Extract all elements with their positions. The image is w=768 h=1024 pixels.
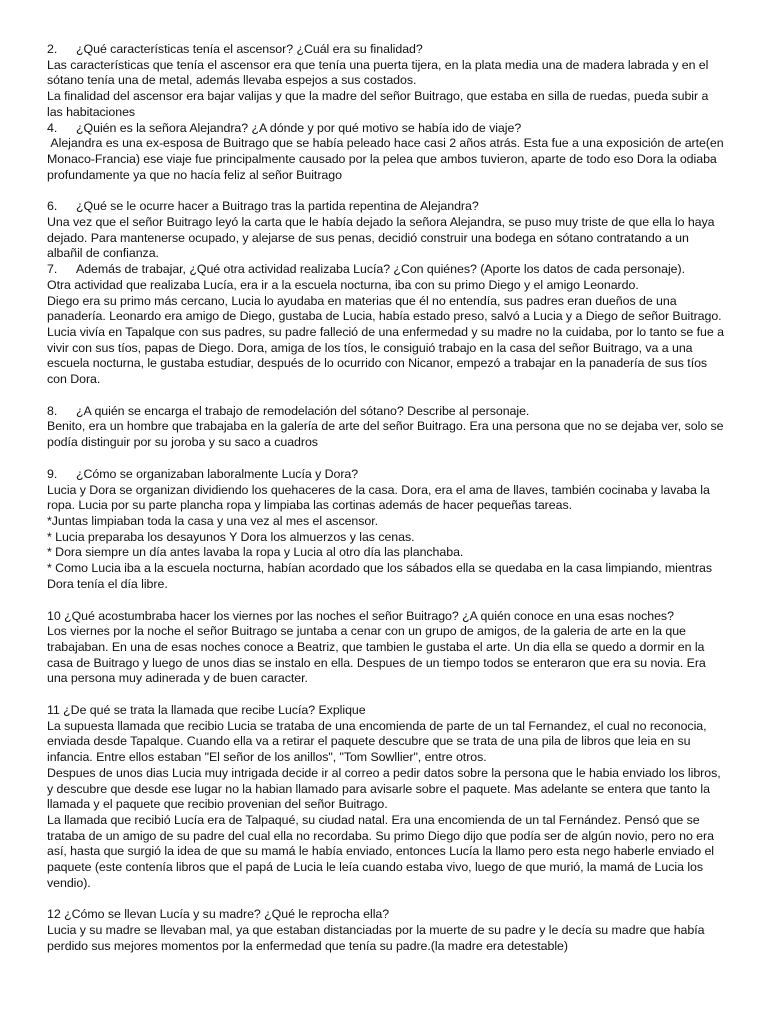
question-number: 7.: [47, 262, 58, 277]
question-text: ¿Qué se le ocurre hacer a Buitrago tras la partida repentina de Alejandra?: [76, 199, 479, 214]
answer-paragraph: Lucia y Dora se organizan dividiendo los quehaceres de la casa. Dora, era el ama de llaves, también cocinaba y lavaba la ropa. Lucia por su parte plancha ropa y limpiaba las cortinas además de hacer pequeñas tareas.: [47, 482, 710, 513]
answer-paragraph: Las características que tenía el ascensor era que tenía una puerta tijera, en la plata media una de madera labrada y en el sótano tenía una de metal, además llevaba espejos a sus costados.: [47, 57, 709, 88]
question-number: 9.: [47, 466, 58, 481]
section-4: [47, 121, 727, 184]
question-text: ¿Cómo se organizaban laboralmente Lucía y Dora?: [76, 466, 359, 481]
question-text: 11 ¿De qué se trata la llamada que recibe Lucía? Explique: [47, 703, 366, 718]
paragraph-gap: [47, 388, 727, 404]
answer-paragraph: La llamada que recibió Lucía era de Talpaqué, su ciudad natal. Era una encomienda de un tal Fernández. Pensó que se trataba de un amigo de su padre del cual ella no recordaba. Su primo Diego dijo que podía ser de algún novio, pero no era así, hasta que surgió la idea de que su mamá le había enviado, entonces Lucía la llamo pero esta nego haberle enviado el paquete (este contenía libros que el papá de Lucia le leía cuando estaba vivo, luego de que murió, la mamá de Lucia los vendio).: [47, 812, 714, 890]
question-number: 8.: [47, 403, 58, 418]
section-10: [47, 609, 727, 688]
answer-paragraph: La finalidad del ascensor era bajar valijas y que la madre del señor Buitrago, que estaba en silla de ruedas, pueda subir a las habitaciones: [47, 89, 709, 119]
question-4: [47, 121, 727, 137]
document-body: [47, 42, 727, 955]
paragraph-gap: [47, 183, 727, 199]
section-2: [47, 42, 727, 121]
section-11: [47, 703, 727, 891]
question-9: [47, 467, 727, 483]
question-number: 6.: [47, 199, 58, 214]
paragraph-gap: [47, 687, 727, 703]
answer-paragraph: Lucia y su madre se llevaban mal, ya que estaban distanciadas por la muerte de su padre y le decía su madre que había perdido sus mejores momentos por la enfermedad que tenía su padre.(la madre era detestable): [47, 923, 705, 953]
answer-paragraph: Una vez que el señor Buitrago leyó la carta que le había dejado la señora Alejandra, se puso muy triste de que ella lo haya dejado. Para mantenerse ocupado, y alejarse de sus penas, decidió construir una bodega en sótano contratando a un albañil de confianza.: [47, 215, 715, 261]
question-2: [47, 42, 727, 58]
answer-paragraph: La supuesta llamada que recibio Lucia se trataba de una encomienda de parte de un tal Fernandez, el cual no reconocia, enviada desde Tapalque. Cuando ella va a retirar el paquete descubre que se trata de una pila de libros que leia en su infancia. Entre ellos estaban "El señor de los anillos", "Tom Sowllier", entre otros.: [47, 718, 707, 765]
paragraph-gap: [47, 451, 727, 467]
section-7: [47, 262, 727, 388]
paragraph-gap: [47, 891, 727, 907]
question-text: Además de trabajar, ¿Qué otra actividad realizaba Lucía? ¿Con quiénes? (Aporte los datos de cada personaje).: [76, 262, 685, 277]
section-9: [47, 467, 727, 593]
section-12: [47, 907, 727, 954]
question-text: 12 ¿Cómo se llevan Lucía y su madre? ¿Qué le reprocha ella?: [47, 907, 390, 922]
answer-list-item: * Lucia preparaba los desayunos Y Dora los almuerzos y las cenas.: [47, 529, 415, 544]
answer-paragraph: Despues de unos dias Lucia muy intrigada decide ir al correo a pedir datos sobre la persona que le habia enviado los libros, y descubre que desde ese lugar no la habian llamado para avisarle sobre el paquete. Mas adelante se entera que tanto la llamada y el paquete que recibio provenian del señor Buitrago.: [47, 765, 721, 812]
answer-paragraph: Diego era su primo más cercano, Lucia lo ayudaba en materias que él no entendía, sus padres eran dueños de una panadería. Leonardo era amigo de Diego, gustaba de Lucia, había estado preso, salvó a Lucia y a Diego de señor Buitrago. Lucia vivía en Tapalque con sus padres, su padre falleció de una enfermedad y su madre no la cuidaba, por lo tanto se fue a vivir con sus tíos, papas de Diego. Dora, amiga de los tíos, le consiguió trabajo en la casa del señor Buitrago, va a una escuela nocturna, le gustaba estudiar, después de lo ocurrido con Nicanor, empezó a trabajar en la panadería de sus tíos con Dora.: [47, 293, 724, 387]
question-text: ¿Quién es la señora Alejandra? ¿A dónde y por qué motivo se había ido de viaje?: [76, 120, 522, 135]
paragraph-gap: [47, 593, 727, 609]
answer-paragraph: Alejandra es una ex-esposa de Buitrago que se había peleado hace casi 2 años atrás. Esta fue a una exposición de arte(en Monaco-Francia) ese viaje fue principalmente causado por la pelea que ambos tuvieron, aparte de todo eso Dora la odiaba profundamente ya que no hacía feliz al señor Buitrago: [47, 136, 728, 182]
question-number: 2.: [47, 42, 58, 56]
question-8: [47, 404, 727, 420]
answer-list-item: *Juntas limpiaban toda la casa y una vez al mes el ascensor.: [47, 513, 379, 528]
answer-paragraph: Otra actividad que realizaba Lucía, era ir a la escuela nocturna, iba con su primo Diego y el amigo Leonardo.: [47, 277, 639, 292]
question-text: ¿A quién se encarga el trabajo de remodelación del sótano? Describe al personaje.: [76, 403, 530, 418]
question-7: [47, 262, 727, 278]
question-text: 10 ¿Qué acostumbraba hacer los viernes por las noches el señor Buitrago? ¿A quién conoce en una esas noches?: [47, 608, 674, 623]
answer-list-item: * Como Lucia iba a la escuela nocturna, habían acordado que los sábados ella se quedaba en la casa limpiando, mientras Dora tenía el día libre.: [47, 561, 713, 591]
question-6: [47, 199, 727, 215]
section-6: [47, 199, 727, 262]
question-number: 4.: [47, 120, 58, 135]
answer-paragraph: Los viernes por la noche el señor Buitrago se juntaba a cenar con un grupo de amigos, de la galeria de arte en la que trabajaban. En una de esas noches conoce a Beatriz, que tambien le gustaba el arte. Un dia ella se quedo a dormir en la casa de Buitrago y luego de unos dias se instalo en ella. Despues de un tiempo todos se enteraron que era su novia. Era una persona muy adinerada y de buen caracter.: [47, 624, 706, 686]
question-text: ¿Qué características tenía el ascensor? ¿Cuál era su finalidad?: [76, 42, 423, 56]
answer-paragraph: Benito, era un hombre que trabajaba en la galería de arte del señor Buitrago. Era una persona que no se dejaba ver, solo se podía distinguir por su joroba y su saco a cuadros: [47, 419, 724, 450]
answer-list-item: * Dora siempre un día antes lavaba la ropa y Lucia al otro día las planchaba.: [47, 545, 464, 560]
section-8: [47, 404, 727, 451]
